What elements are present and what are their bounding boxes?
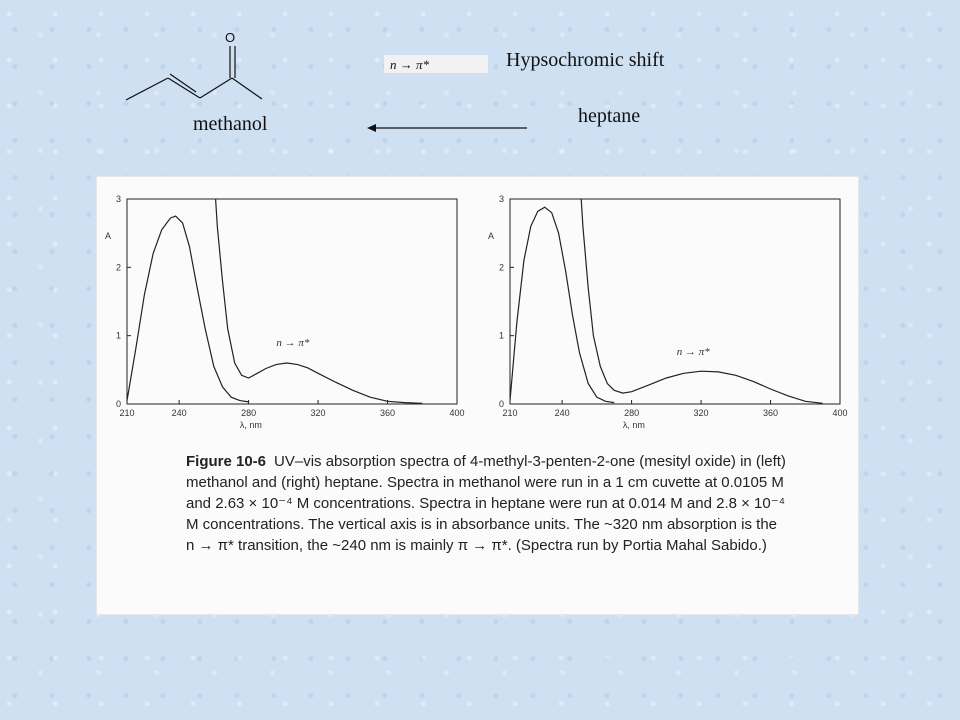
x-tick-label: 360	[763, 408, 779, 418]
shift-arrow	[365, 120, 530, 136]
x-tick-label: 360	[380, 408, 396, 418]
solvent-label-methanol: methanol	[193, 113, 268, 135]
y-tick-label: 1	[498, 330, 504, 341]
y-tick-label: 0	[498, 399, 504, 409]
mesityl-oxide-structure	[120, 26, 270, 106]
transition-box	[384, 55, 488, 73]
spectra-figure	[96, 176, 859, 615]
figure-caption-text: UV–vis absorption spectra of 4-methyl-3-penten-2-one (mesityl oxide) in (left) methanol and (right) heptane. Spectra in methanol were run in a 1 cm cuvette at 0.0105 M and 2.63 × 10⁻⁴ M concentrations. Spectra in heptane were run at 0.014 M and 2.8 × 10⁻⁴ M concentrations. The vertical axis is in absorbance units. The ~320 nm absorption is the n → π* transition, the ~240 nm is mainly π → π*. (Spectra run by Portia Mahal Sabido.)	[186, 453, 786, 554]
spectrum-curve-2	[581, 199, 822, 403]
n-pi-star-annotation: n → π*	[276, 336, 310, 349]
plot-frame	[127, 199, 457, 404]
y-tick-label: 3	[115, 194, 121, 204]
x-tick-label: 320	[693, 408, 709, 418]
solvent-label-heptane: heptane	[578, 105, 641, 127]
spectrum-chart-heptane	[480, 187, 860, 442]
x-tick-label: 280	[241, 408, 257, 418]
y-tick-label: 1	[115, 330, 121, 341]
n-pi-star-annotation: n → π*	[676, 345, 710, 358]
x-axis-label: λ, nm	[622, 420, 645, 430]
x-tick-label: 280	[624, 408, 640, 418]
y-tick-label: 3	[498, 194, 504, 204]
x-tick-label: 240	[554, 408, 570, 418]
x-tick-label: 320	[310, 408, 326, 418]
y-tick-label: 0	[115, 399, 121, 409]
x-tick-label: 210	[502, 408, 518, 418]
figure-caption-label: Figure 10-6	[186, 453, 267, 470]
spectrum-curve-1	[510, 207, 614, 402]
x-axis-label: λ, nm	[239, 420, 262, 430]
x-tick-label: 240	[171, 408, 187, 418]
y-tick-label: 2	[498, 262, 504, 273]
y-tick-label: 2	[115, 262, 121, 273]
spectrum-chart-methanol	[97, 187, 477, 442]
hypsochromic-shift-title: Hypsochromic shift	[506, 49, 665, 71]
transition-box-label: n → π*	[390, 57, 430, 72]
oxygen-atom-label: O	[225, 30, 236, 45]
spectrum-curve-2	[216, 199, 423, 403]
x-tick-label: 400	[832, 408, 848, 418]
y-axis-label: A	[105, 231, 112, 241]
x-tick-label: 210	[119, 408, 135, 418]
plot-frame	[510, 199, 840, 404]
y-axis-label: A	[488, 231, 495, 241]
spectrum-curve-1	[127, 216, 249, 402]
x-tick-label: 400	[449, 408, 465, 418]
figure-caption	[186, 451, 786, 556]
